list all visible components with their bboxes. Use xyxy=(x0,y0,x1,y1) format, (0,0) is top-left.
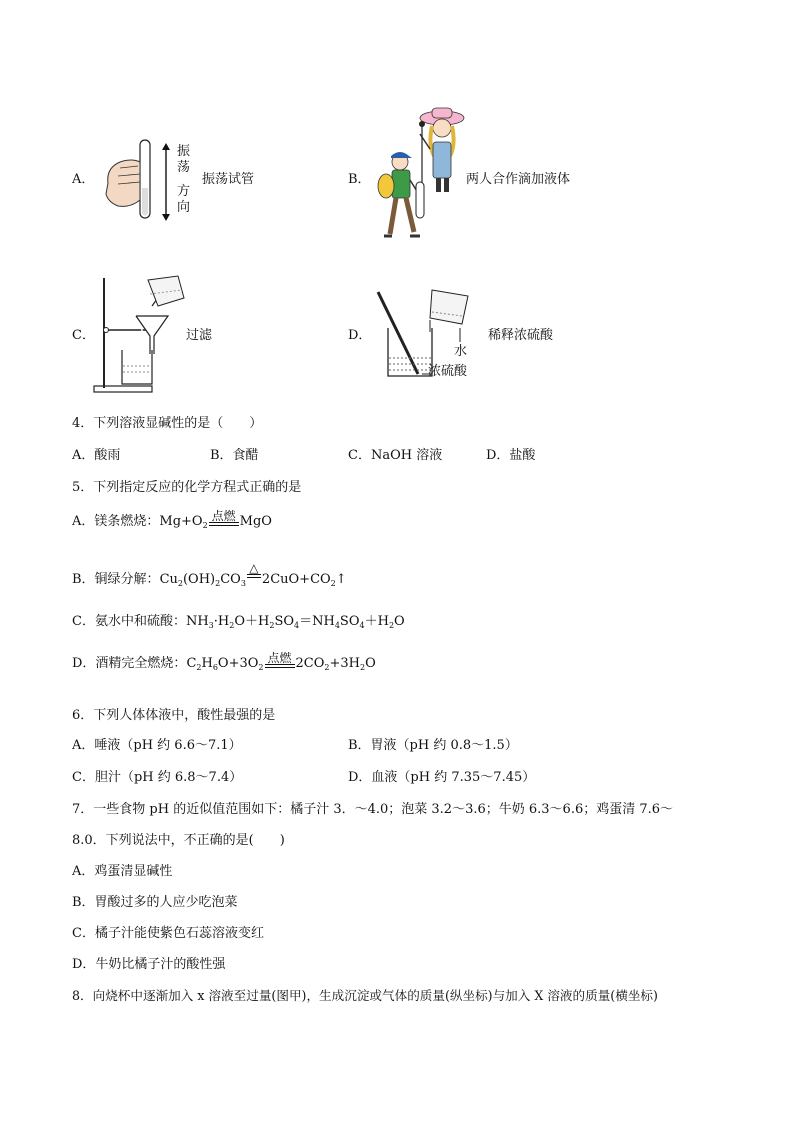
q8-stem: 8．向烧杯中逐渐加入 x 溶液至过量(图甲)，生成沉淀或气体的质量(纵坐标)与加入 X 溶液的质量(横坐标) xyxy=(72,988,658,1003)
q6-option-d: D．血液（pH 约 7.35～7.45） xyxy=(348,770,536,785)
option-b-letter: B． xyxy=(348,172,371,187)
q7-stem-line2: 8.0．下列说法中，不正确的是( ) xyxy=(72,833,285,848)
option-d-label: 稀释浓硫酸 xyxy=(488,328,554,343)
option-c-letter: C． xyxy=(72,328,95,343)
option-d-acid-label: 浓硫酸 xyxy=(428,364,468,379)
q5-a-rhs: MgO xyxy=(239,514,272,529)
q5-stem: 5．下列指定反应的化学方程式正确的是 xyxy=(72,480,302,495)
q4-stem: 4．下列溶液显碱性的是（ ） xyxy=(72,416,263,431)
option-b-label: 两人合作滴加液体 xyxy=(466,172,571,187)
q5-d-condition: 点燃 xyxy=(267,651,292,665)
shake-direction-arrow-icon xyxy=(160,142,172,222)
q7-option-a: A．鸡蛋清显碱性 xyxy=(72,864,173,879)
q6-option-b: B．胃液（pH 约 0.8～1.5） xyxy=(348,738,518,753)
q6-stem: 6．下列人体体液中，酸性最强的是 xyxy=(72,708,276,723)
q5-a-lhs: Mg+O xyxy=(159,514,203,529)
q6-option-a: A．唾液（pH 约 6.6～7.1） xyxy=(72,738,242,753)
q4-option-b: B．食醋 xyxy=(210,448,259,463)
q5-a-condition: 点燃 xyxy=(211,509,236,523)
q7-option-d: D．牛奶比橘子汁的酸性强 xyxy=(72,957,226,972)
shake-direction-char-3: 方 xyxy=(177,184,191,199)
two-people-dropper-figure xyxy=(370,104,470,250)
q4-option-c: C．NaOH 溶液 xyxy=(348,448,443,463)
filtration-apparatus-figure xyxy=(92,270,192,398)
q5-a-prefix: A．镁条燃烧： xyxy=(72,514,160,529)
option-c-label: 过滤 xyxy=(186,328,213,343)
shake-direction-char-4: 向 xyxy=(177,200,191,215)
option-a-label: 振荡试管 xyxy=(202,172,255,187)
q4-option-a: A．酸雨 xyxy=(72,448,121,463)
q5-c-prefix: C．氨水中和硫酸： xyxy=(72,614,186,629)
q7-option-b: B．胃酸过多的人应少吃泡菜 xyxy=(72,895,238,910)
q5-option-d: D．酒精完全燃烧：$C_2H_6O+3O_2$ 点燃 $2CO_2+3H_2O$ xyxy=(72,651,376,672)
q5-d-prefix: D．酒精完全燃烧： xyxy=(72,656,187,671)
q5-option-c: C．氨水中和硫酸：$NH_3\cdot H_2O+H_2SO_4=NH_4SO_4+H_2O$ xyxy=(72,614,405,630)
q5-b-rhs: 2CuO+CO xyxy=(261,572,331,587)
q4-option-d: D．盐酸 xyxy=(486,448,536,463)
q6-option-c: C．胆汁（pH 约 6.8～7.4） xyxy=(72,770,243,785)
q7-option-c: C．橘子汁能使紫色石蕊溶液变红 xyxy=(72,926,264,941)
q5-b-condition: △ xyxy=(249,561,259,575)
option-a-letter: A． xyxy=(72,172,95,187)
option-d-water-label: 水 xyxy=(454,344,468,359)
q5-option-b: B．铜绿分解：$Cu_2(OH)_2CO_3$ △ $2CuO+CO_2↑$ xyxy=(72,561,347,588)
option-d-letter: D． xyxy=(348,328,372,343)
shake-direction-char-1: 振 xyxy=(177,144,191,159)
shake-direction-char-2: 荡 xyxy=(177,160,191,175)
q5-b-lhs: Cu xyxy=(159,572,178,587)
q5-b-prefix: B．铜绿分解： xyxy=(72,572,160,587)
q5-option-a: A．镁条燃烧：$Mg+O_2$ 点燃 MgO xyxy=(72,509,272,530)
q7-stem-line1: 7．一些食物 pH 的近似值范围如下：橘子汁 3．～4.0；泡菜 3.2～3.6；牛奶 6.3～6.6；鸡蛋清 7.6～ xyxy=(72,802,674,817)
